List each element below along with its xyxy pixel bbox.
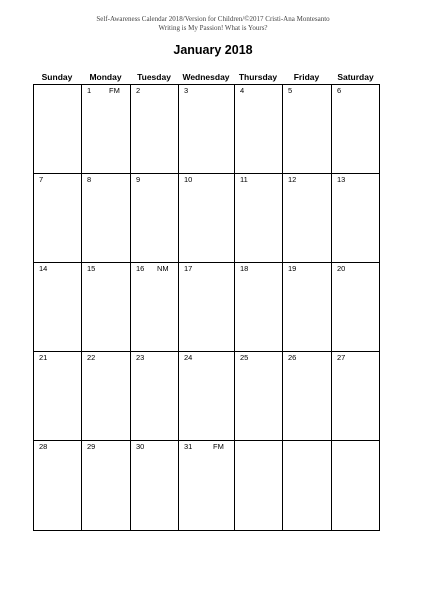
day-number: 30 <box>136 442 145 451</box>
weekday-sunday: Sunday <box>41 72 73 82</box>
grid-column-line <box>331 85 332 530</box>
day-number: 4 <box>240 86 245 95</box>
day-number: 5 <box>288 86 293 95</box>
moon-phase-label: NM <box>157 264 169 273</box>
day-number: 29 <box>87 442 96 451</box>
day-number: 21 <box>39 353 48 362</box>
day-number: 19 <box>288 264 297 273</box>
day-number: 6 <box>337 86 342 95</box>
day-number: 13 <box>337 175 346 184</box>
day-number: 11 <box>240 175 248 184</box>
weekday-monday: Monday <box>89 72 122 82</box>
grid-column-line <box>81 85 82 530</box>
weekday-wednesday: Wednesday <box>182 72 230 82</box>
day-number: 9 <box>136 175 141 184</box>
grid-column-line <box>282 85 283 530</box>
day-number: 15 <box>87 264 96 273</box>
day-number: 14 <box>39 264 48 273</box>
grid-column-line <box>178 85 179 530</box>
day-number: 28 <box>39 442 48 451</box>
weekday-header-row <box>33 71 380 83</box>
day-number: 16 <box>136 264 145 273</box>
weekday-thursday: Thursday <box>238 72 278 82</box>
moon-phase-label: FM <box>213 442 224 451</box>
weekday-tuesday: Tuesday <box>137 72 171 82</box>
day-number: 3 <box>184 86 189 95</box>
grid-row-line <box>34 440 379 441</box>
day-number: 27 <box>337 353 346 362</box>
month-title: January 2018 <box>173 43 253 57</box>
day-number: 10 <box>184 175 193 184</box>
moon-phase-label: FM <box>109 86 120 95</box>
grid-row-line <box>34 262 379 263</box>
calendar-grid <box>33 84 380 531</box>
day-number: 1 <box>87 86 92 95</box>
day-number: 20 <box>337 264 346 273</box>
weekday-saturday: Saturday <box>337 72 374 82</box>
day-number: 25 <box>240 353 249 362</box>
header-line-1: Self-Awareness Calendar 2018/Version for Children/©2017 Cristi-Ana Montesanto <box>96 15 330 23</box>
day-number: 26 <box>288 353 297 362</box>
day-number: 17 <box>184 264 193 273</box>
day-number: 23 <box>136 353 145 362</box>
day-number: 2 <box>136 86 141 95</box>
grid-column-line <box>130 85 131 530</box>
header-line-2: Writing is My Passion! What is Yours? <box>158 24 268 32</box>
day-number: 8 <box>87 175 92 184</box>
day-number: 7 <box>39 175 44 184</box>
day-number: 18 <box>240 264 249 273</box>
weekday-friday: Friday <box>293 72 320 82</box>
day-number: 12 <box>288 175 297 184</box>
day-number: 24 <box>184 353 193 362</box>
grid-row-line <box>34 173 379 174</box>
day-number: 22 <box>87 353 96 362</box>
grid-column-line <box>234 85 235 530</box>
day-number: 31 <box>184 442 193 451</box>
grid-row-line <box>34 351 379 352</box>
